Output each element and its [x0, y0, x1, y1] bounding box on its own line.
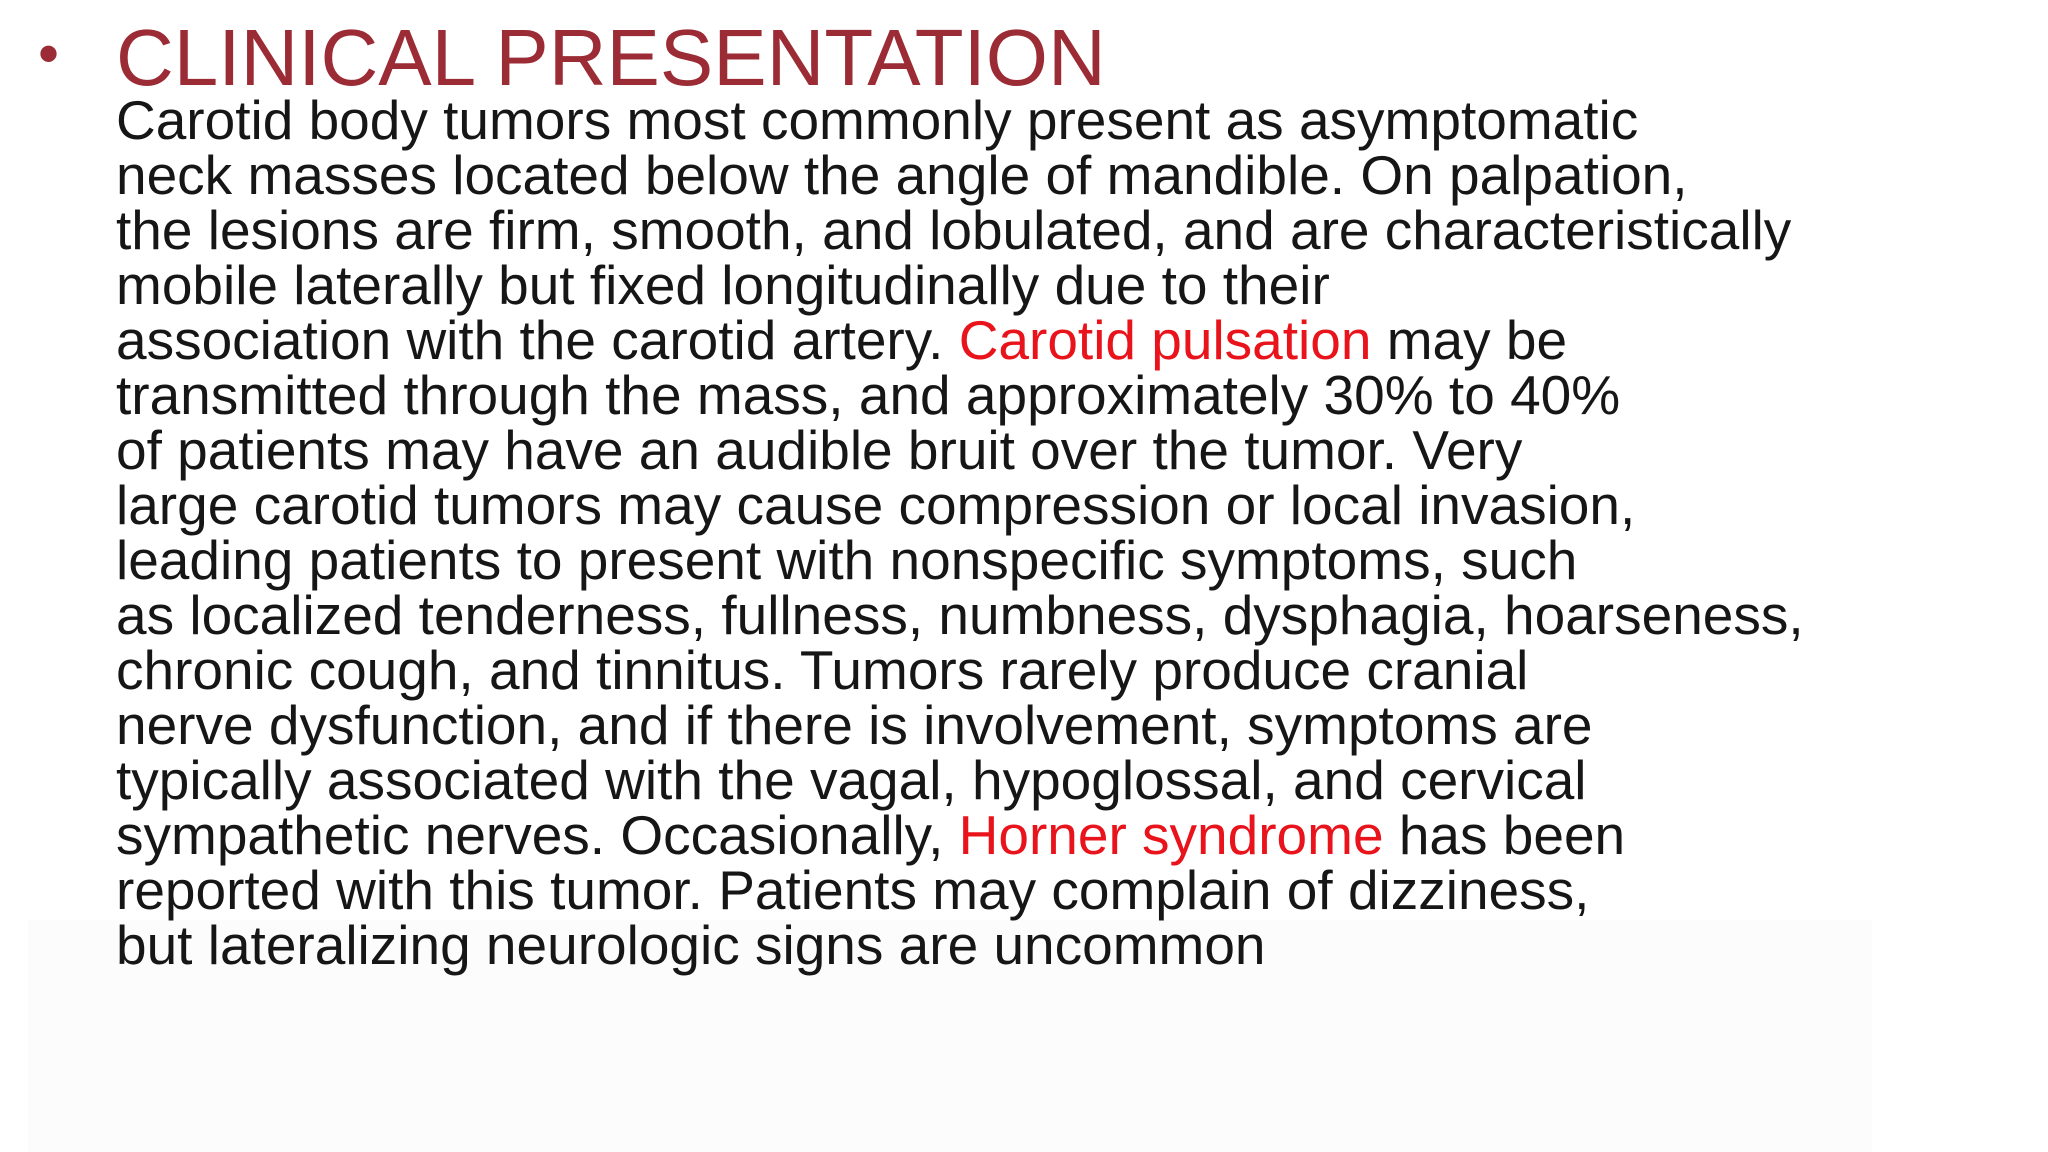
body-text: reported with this tumor. Patients may complain of dizziness, [116, 859, 1590, 921]
body-line [116, 199, 1936, 261]
body-text: may be [1371, 309, 1568, 371]
body-text: but lateralizing neurologic signs are uncommon [116, 914, 1266, 976]
highlight-carotid-pulsation: Carotid pulsation [958, 309, 1372, 371]
highlight-horner-syndrome: Horner syndrome [958, 804, 1384, 866]
body-text: Carotid body tumors most commonly present as asymptomatic [116, 89, 1639, 151]
body-text: mobile laterally but fixed longitudinally due to their [116, 254, 1330, 316]
body-text: sympathetic nerves. Occasionally, [116, 804, 959, 866]
slide-title: CLINICAL PRESENTATION [116, 13, 1106, 102]
body-text: large carotid tumors may cause compression or local invasion, [116, 474, 1636, 536]
body-paragraph [116, 89, 1936, 976]
body-text: typically associated with the vagal, hypoglossal, and cervical [116, 749, 1587, 811]
body-text: neck masses located below the angle of mandible. On palpation, [116, 144, 1688, 206]
body-text: transmitted through the mass, and approximately 30% to 40% [116, 364, 1621, 426]
body-line [116, 474, 1936, 536]
body-text: of patients may have an audible bruit over the tumor. Very [116, 419, 1523, 481]
body-line [116, 364, 1936, 426]
body-line [116, 254, 1936, 316]
body-line [116, 529, 1936, 591]
body-text: has been [1383, 804, 1626, 866]
body-text: leading patients to present with nonspecific symptoms, such [116, 529, 1578, 591]
body-line [116, 914, 1936, 976]
body-line [116, 89, 1936, 151]
body-line [116, 859, 1936, 921]
body-text: chronic cough, and tinnitus. Tumors rarely produce cranial [116, 639, 1529, 701]
body-text: as localized tenderness, fullness, numbness, dysphagia, hoarseness, [116, 584, 1804, 646]
body-text: nerve dysfunction, and if there is involvement, symptoms are [116, 694, 1593, 756]
body-line [116, 694, 1936, 756]
body-line [116, 419, 1936, 481]
bullet-icon: • [38, 20, 60, 87]
body-text: association with the carotid artery. [116, 309, 959, 371]
body-line [116, 309, 1936, 371]
body-text: the lesions are firm, smooth, and lobulated, and are characteristically [116, 199, 1792, 261]
body-line [116, 584, 1936, 646]
body-line [116, 144, 1936, 206]
body-line [116, 804, 1936, 866]
body-line [116, 639, 1936, 701]
body-line [116, 749, 1936, 811]
